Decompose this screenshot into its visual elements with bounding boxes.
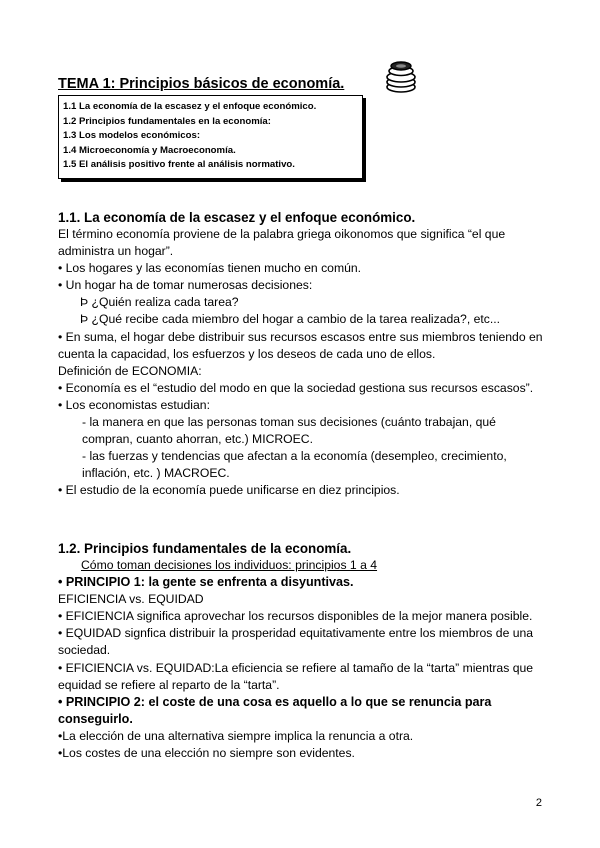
toc-item: 1.1 La economía de la escasez y el enfoque económico.	[63, 101, 317, 112]
page-title: TEMA 1: Principios básicos de economía.	[58, 76, 345, 92]
question-item: Þ ¿Quién realiza cada tarea?	[80, 295, 239, 310]
section-1	[58, 209, 544, 500]
paragraph: • Un hogar ha de tomar numerosas decisiones:	[58, 278, 313, 293]
paragraph: •Los costes de una elección no siempre son evidentes.	[58, 746, 355, 761]
coin-stack-icon	[384, 60, 418, 94]
paragraph: •La elección de una alternativa siempre implica la renuncia a otra.	[58, 728, 414, 743]
dash-item: - las fuerzas y tendencias que afectan a la economía (desempleo, crecimiento, inflación, etc. ) MACROEC.	[82, 449, 507, 481]
toc-item: 1.5 El análisis positivo frente al análisis normativo.	[63, 159, 295, 171]
section-2	[58, 540, 544, 762]
paragraph: Definición de ECONOMIA:	[58, 363, 202, 378]
section-1-heading: 1.1. La economía de la escasez y el enfoque económico.	[58, 210, 416, 225]
question-item: Þ ¿Qué recibe cada miembro del hogar a cambio de la tarea realizada?, etc...	[80, 312, 501, 327]
dash-item: - la manera en que las personas toman sus decisiones (cuánto trabajan, qué compran, cuanto ahorran, etc.) MICROEC.	[82, 415, 496, 447]
paragraph: • Los hogares y las economías tienen mucho en común.	[58, 261, 362, 276]
paragraph: • EFICIENCIA significa aprovechar los recursos disponibles de la mejor manera posible.	[58, 609, 533, 624]
principle-2: • PRINCIPIO 2: el coste de una cosa es aquello a lo que se renuncia para conseguirlo.	[58, 694, 492, 726]
subheading: Cómo toman decisiones los individuos: principios 1 a 4	[81, 558, 378, 572]
toc-item: 1.2 Principios fundamentales en la economía:	[63, 115, 271, 127]
toc-item: 1.3 Los modelos económicos:	[63, 130, 201, 142]
paragraph: El término economía proviene de la palabra griega oikonomos que significa “el que administra un hogar”.	[58, 227, 506, 259]
paragraph: • Economía es el “estudio del modo en que la sociedad gestiona sus recursos escasos”.	[58, 380, 534, 395]
paragraph: • El estudio de la economía puede unificarse en diez principios.	[58, 483, 400, 498]
paragraph: • EFICIENCIA vs. EQUIDAD:La eficiencia se refiere al tamaño de la “tarta” mientras que equidad se refiere al reparto de la “tarta”.	[58, 660, 534, 692]
principle-1: • PRINCIPIO 1: la gente se enfrenta a disyuntivas.	[58, 575, 354, 590]
paragraph: • En suma, el hogar debe distribuir sus recursos escasos entre sus miembros teniendo en cuenta la capacidad, los esfuerzos y los deseos de cada uno de ellos.	[58, 329, 543, 361]
paragraph: • Los economistas estudian:	[58, 397, 210, 412]
page-number: 2	[535, 797, 542, 809]
paragraph: EFICIENCIA vs. EQUIDAD	[58, 592, 204, 607]
table-of-contents	[58, 95, 363, 179]
section-2-heading: 1.2. Principios fundamentales de la economía.	[58, 541, 352, 556]
toc-item: 1.4 Microeconomía y Macroeconomía.	[63, 144, 236, 156]
paragraph: • EQUIDAD signfica distribuir la prosperidad equitativamente entre los miembros de una sociedad.	[58, 626, 534, 658]
